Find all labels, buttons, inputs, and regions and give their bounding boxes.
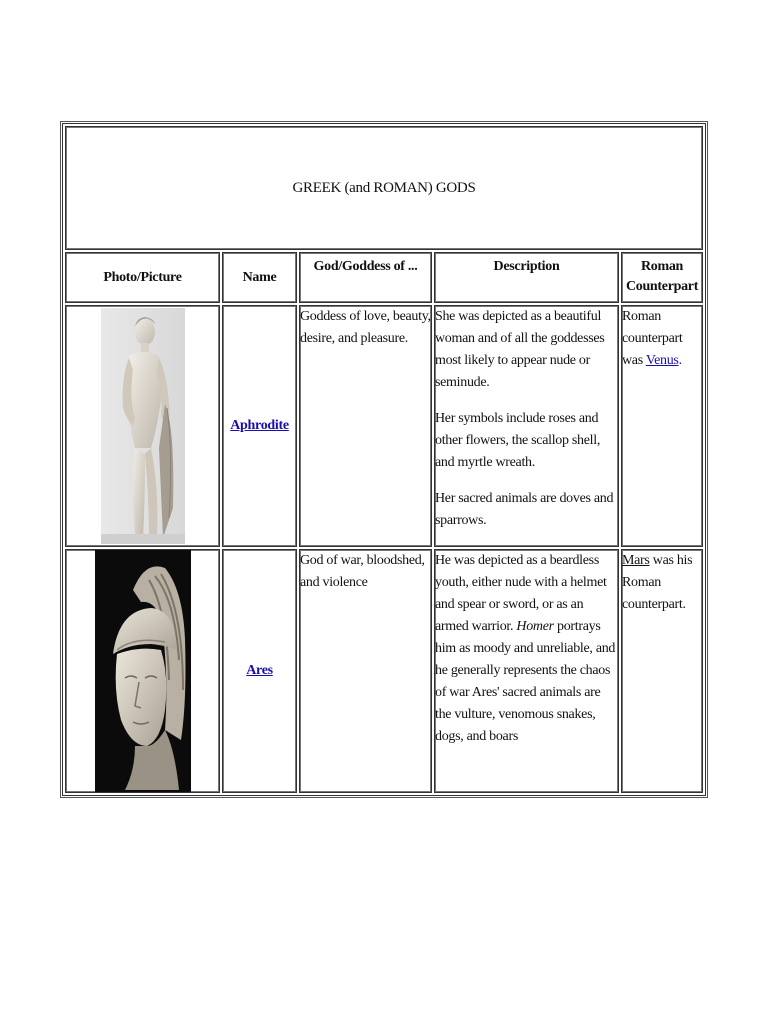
description-paragraph: Her symbols include roses and other flowers, the scallop shell, and myrtle wreath. [435,411,601,470]
domain-cell: God of war, bloodshed, and violence [299,549,432,793]
header-description: Description [434,252,619,303]
description-cell [434,549,619,793]
description-paragraph: Her sacred animals are doves and sparrows. [435,491,614,528]
gods-table [62,123,706,796]
header-roman: Roman Counterpart [621,252,703,303]
description-paragraph: She was depicted as a beautiful woman and of all the goddesses most likely to appear nude or seminude. [435,309,605,390]
name-cell [222,305,297,547]
venus-link[interactable]: Venus [645,353,679,368]
name-cell [222,549,297,793]
description-emphasis: Homer [516,619,554,634]
description-text: He was depicted as a beardless youth, either nude with a helmet and spear or sword, or as an armed warrior. [435,553,607,634]
aphrodite-link[interactable]: Aphrodite [230,418,289,433]
description-cell [434,305,619,547]
description-text: portrays him as moody and unreliable, and he generally represents the chaos of war Ares' sacred animals are the vulture, venomous snakes, dogs, and boars [435,619,616,744]
ares-link[interactable]: Ares [246,663,273,678]
photo-cell [65,549,220,793]
roman-suffix: . [678,353,682,368]
table-row [65,549,703,793]
header-domain: God/Goddess of ... [299,252,432,303]
mars-text: Mars [622,553,650,568]
ares-statue-head-icon [95,550,191,792]
roman-cell [621,549,703,793]
table-title: GREEK (and ROMAN) GODS [65,126,703,250]
roman-prefix: Roman counterpart was [622,309,683,368]
aphrodite-statue-icon [101,308,185,544]
photo-cell [65,305,220,547]
roman-suffix: was his Roman counterpart. [622,553,693,612]
header-name: Name [222,252,297,303]
domain-cell: Goddess of love, beauty, desire, and pleasure. [299,305,432,547]
table-row [65,305,703,547]
roman-cell [621,305,703,547]
header-photo: Photo/Picture [65,252,220,303]
